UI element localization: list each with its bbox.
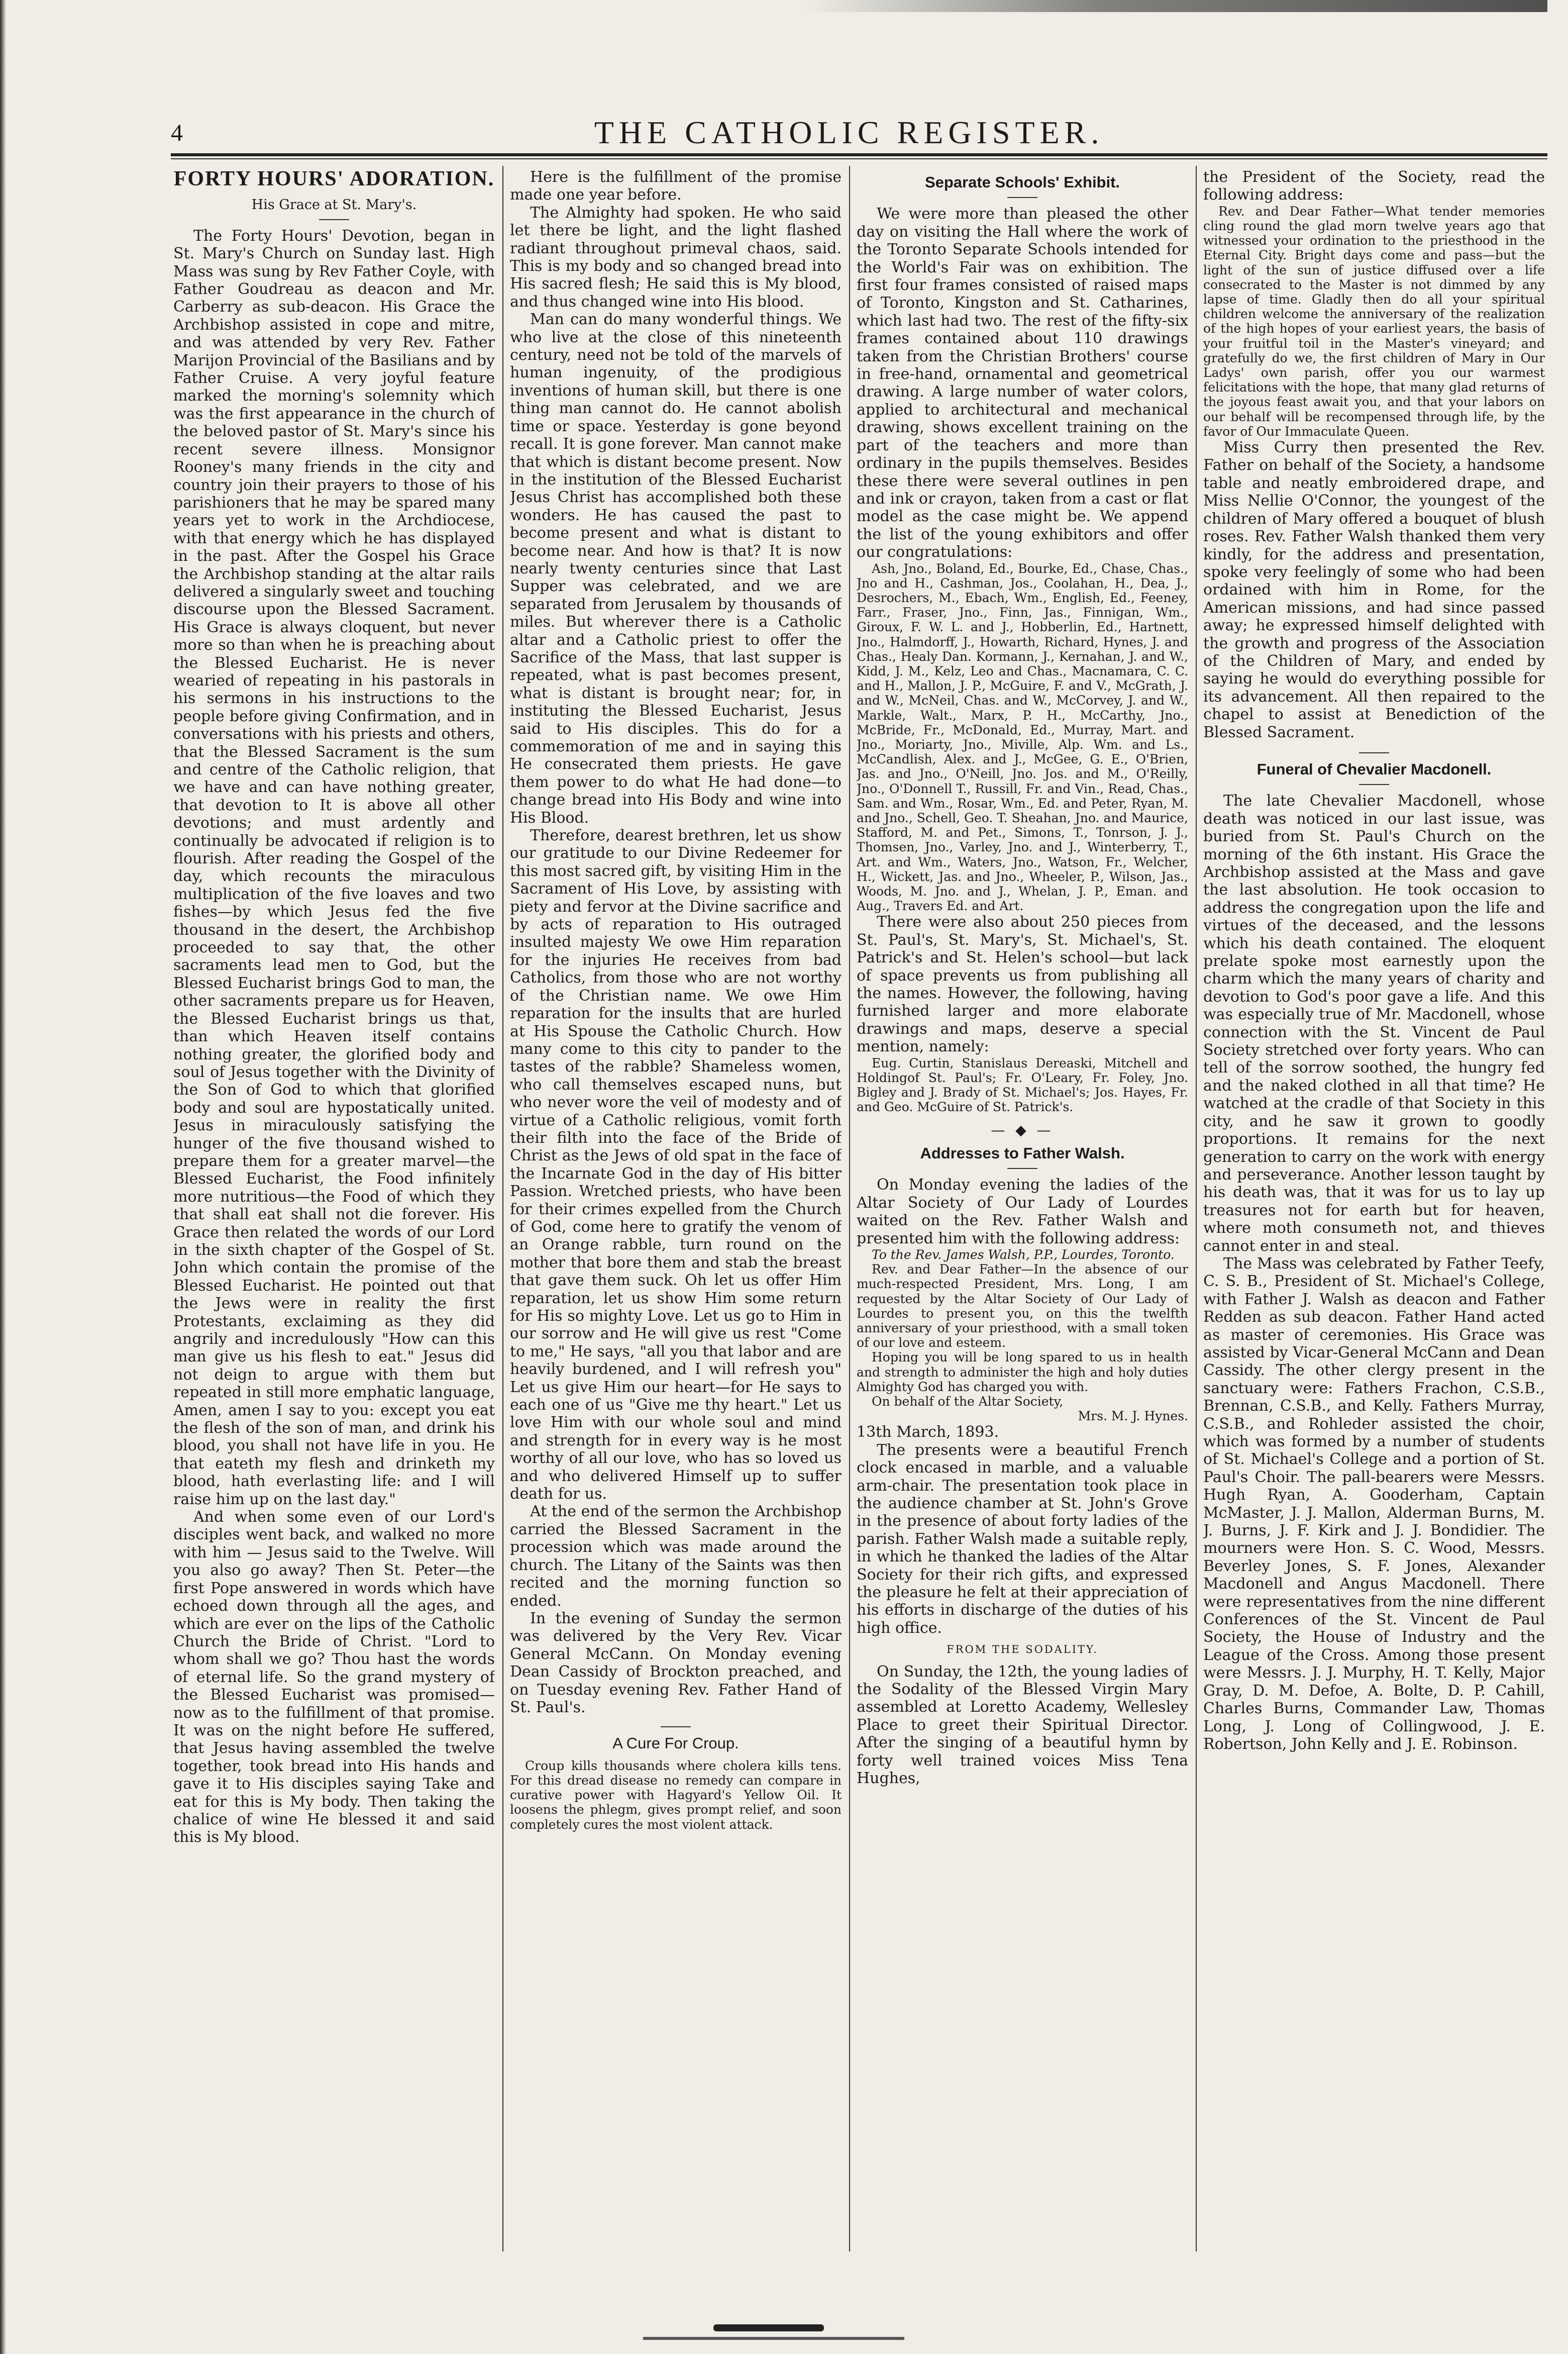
article-paragraph: In the evening of Sunday the sermon was delivered by the Very Rev. Vicar General McCann. On Monday evening Dean Cassidy of Brockton preached, and on Tuesday evening Rev. Father Hand of St. Paul's. — [510, 1609, 842, 1716]
advert-headline: A Cure For Croup. — [612, 1734, 739, 1752]
bottom-edge-smudge — [713, 2324, 824, 2331]
article-headline: FORTY HOURS' ADORATION. — [173, 168, 495, 190]
masthead — [171, 115, 1527, 151]
article-paragraph: The Mass was celebrated by Father Teefy, C. S. B., President of St. Michael's College, with Father J. Walsh as deacon and Father Redden as sub deacon. Father Hand acted as master of ceremonies. His Grace was assisted by Vicar-General McCann and Dean Cassidy. The other clergy present in the sanctuary were: Fathers Frachon, C.S.B., Brennan, C.S.B., and Kelly. Fathers Murray, C.S.B., and Rohleder assisted the choir, which was formed by a number of students of St. Michael's College and a portion of St. Paul's Choir. The pall-bearers were Messrs. Hugh Ryan, A. Gooderham, Captain McMaster, J. J. Mallon, Alderman Burns, M. J. Burns, J. F. Kirk and J. J. Bondidier. The mourners were Hon. S. C. Wood, Messrs. Beverley Jones, S. F. Jones, Alexander Macdonell and Angus Macdonell. There were representatives from the nine different Conferences of the St. Vincent de Paul Society, the House of Industry and the League of the Cross. Among those present were Messrs. J. J. Murphy, H. T. Kelly, Major Gray, D. M. Defoe, A. Bolte, D. P. Cahill, Charles Burns, Commander Law, Thomas Long, J. Long of Collingwood, J. E. Robertson, John Kelly and J. E. Robinson. — [1203, 1254, 1545, 1753]
address-salutation: To the Rev. James Walsh, P.P., Lourdes, Toronto. — [872, 1247, 1175, 1262]
article-paragraph: On Sunday, the 12th, the young ladies of the Sodality of the Blessed Virgin Mary assembled at Loretto Academy, Wellesley Place to greet their Spiritual Director. After the singing of a beautiful hymn by forty well trained voices Miss Tena Hughes, — [857, 1662, 1188, 1788]
address-closing: On behalf of the Altar Society, — [872, 1394, 1064, 1409]
masthead-rule-thin — [171, 158, 1547, 159]
page-edge-shadow — [0, 0, 6, 2354]
bottom-edge-smudge — [643, 2337, 904, 2340]
section-headline: Addresses to Father Walsh. — [920, 1144, 1125, 1162]
article-paragraph: The presents were a beautiful French clock encased in marble, and a valuable arm-chair. The presentation took place in the audience chamber at St. John's Grove in the presence of about forty ladies of the parish. Father Walsh made a suitable reply, in which he thanked the ladies of the Altar Society for their rich gifts, and expressed the pleasure he felt at their appreciation of his efforts in discharge of the duties of his high office. — [857, 1441, 1188, 1637]
address-text: Rev. and Dear Father—In the absence of our much-respected President, Mrs. Long, I am requested by the Altar Society of Our Lady of Lourdes to present you, on this the twelfth anniversary of your priesthood, with a small token of our love and esteem. — [857, 1262, 1188, 1350]
ornament-divider: — ◆ — — [991, 1122, 1054, 1139]
address-text: Hoping you will be long spared to us in health and strength to administer the high and holy duties Almighty God has charged you with. — [857, 1350, 1188, 1394]
top-edge-smudge — [804, 0, 1547, 12]
masthead-rule — [171, 153, 1547, 156]
divider — [1359, 784, 1389, 785]
advert-text: Croup kills thousands where cholera kills tens. For this dread disease no remedy can compare in curative power with Hagyard's Yellow Oil. It loosens the phlegm, gives prompt relief, and soon completely cures the most violent attack. — [510, 1758, 842, 1832]
article-paragraph: the President of the Society, read the following address: — [1203, 168, 1545, 204]
divider — [661, 1726, 691, 1727]
newspaper-title: THE CATHOLIC REGISTER. — [594, 115, 1104, 150]
column-1 — [173, 168, 495, 2249]
article-paragraph: Therefore, dearest brethren, let us show our gratitude to our Divine Redeemer for this most sacred gift, by visiting Him in the Sacrament of His Love, by assisting with piety and fervor at the Divine sacrifice and by acts of reparation to His outraged insulted majesty We owe Him reparation for the injuries He receives from bad Catholics, from those who are not worthy of the Christian name. We owe Him reparation for the insults that are hurled at His Spouse the Catholic Church. How many come to this city to pander to the tastes of the rabble? Shameless women, who call themselves escaped nuns, but who never wore the veil of modesty and of virtue of a Catholic religious, vomit forth their filth into the face of the Bride of Christ as the Jews of old spat in the face of the Incarnate God in the day of His bitter Passion. Wretched priests, who have been for their crimes expelled from the Church of God, come here to gratify the venom of an Orange rabble, turn round on the mother that bore them and stab the breast that gave them suck. Oh let us offer Him reparation, let us show Him some return for His so mighty Love. Let us go to Him in our sorrow and He will give us rest "Come to me," He says, "all you that labor and are heavily burdened, and I will refresh you" Let us give Him our heart—for He says to each one of us "Give me thy heart." Let us love Him with our whole soul and mind and strength for in every way is he most worthy of all our love, who has so loved us and who delivered Himself up to suffer death for us. — [510, 827, 842, 1503]
divider — [1359, 752, 1389, 753]
article-paragraph: On Monday evening the ladies of the Altar Society of Our Lady of Lourdes waited on the Rev. Father Walsh and presented him with the following address: — [857, 1176, 1188, 1247]
section-subhead: FROM THE SODALITY. — [947, 1643, 1098, 1656]
article-paragraph: We were more than pleased the other day on visiting the Hall where the work of the Toronto Separate Schools intended for the World's Fair was on exhibition. The first four frames consisted of raised maps of Toronto, Kingston and St. Catharines, which last had two. The rest of the fifty-six frames contained about 110 drawings taken from the Christian Brothers' course in free-hand, ornamental and geometrical drawing. A large number of water colors, applied to architectural and mechanical drawing, shows excellent training on the part of the teachers and more than ordinary in the pupils themselves. Besides these there were several outlines in pen and ink or crayon, taken from a cast or flat model as the case might be. We append the list of the young exhibitors and offer our congratulations: — [857, 205, 1188, 561]
divider — [1007, 1168, 1037, 1169]
article-paragraph: Here is the fulfillment of the promise made one year before. — [510, 168, 842, 204]
divider — [319, 219, 349, 220]
section-headline: Funeral of Chevalier Macdonell. — [1257, 760, 1492, 778]
section-headline: Separate Schools' Exhibit. — [924, 173, 1120, 191]
page-number: 4 — [171, 119, 183, 146]
address-text: Rev. and Dear Father—What tender memories cling round the glad morn twelve years ago that witnessed your ordination to the priesthood in the Eternal City. Bright days come and pass—but the light of the sun of justice diffused over a life consecrated to the Master is not dimmed by any lapse of time. Gladly then do all your spiritual children welcome the anniversary of the realization of the high hopes of your earliest years, the basis of your fruitful toil in the Master's vineyard; and gratefully do we, the first children of Mary in Our Ladys' own parish, offer you our warmest felicitations with the hope, that many glad returns of the joyous feast await you, and that your labors on our behalf will be recompensed through life, by the favor of Our Immaculate Queen. — [1203, 204, 1545, 439]
mention-list: Eug. Curtin, Stanislaus Dereaski, Mitchell and Holdingof St. Paul's; Fr. O'Leary, Fr. Foley, Jno. Bigley and J. Brady of St. Michael's; Jos. Hayes, Fr. and Geo. McGuire of St. Patrick's. — [857, 1055, 1188, 1115]
article-paragraph: The Forty Hours' Devotion, began in St. Mary's Church on Sunday last. High Mass was sung by Rev Father Coyle, with Father Goudreau as deacon and Mr. Carberry as sub-deacon. His Grace the Archbishop assisted in cope and mitre, and was attended by very Rev. Father Marijon Provincial of the Basilians and by Father Cruise. A very joyful feature marked the morning's solemnity which was the first appearance in the church of the beloved pastor of St. Mary's since his recent severe illness. Monsignor Rooney's many friends in the city and country join their prayers to those of his parishioners that he may be spared many years yet to work in the Archdiocese, with that energy which he has displayed in the past. After the Gospel his Grace the Archbishop standing at the altar rails delivered a singularly sweet and touching discourse upon the Blessed Sacrament. His Grace is always cloquent, but never more so than when he is preaching about the Blessed Eucharist. He is never wearied of repeating in his pastorals in his sermons in his instructions to the people before giving Confirmation, and in conversations with his priests and others, that the Blessed Sacrament is the sum and centre of the Catholic religion, that we have and can have nothing greater, that devotion to It is above all other devotions; and must ardently and continually be advocated if religion is to flourish. After reading the Gospel of the day, which recounts the miraculous multiplication of the five loaves and two fishes—by which Jesus fed the five thousand in the desert, the Archbishop proceeded to say that, the other sacraments lead men to God, but the Blessed Eucharist brings God to man, the other sacraments prepare us for Heaven, the Blessed Eucharist brings us that, than which Heaven itself contains nothing greater, the glorified body and soul of Jesus together with the Divinity of the Son of God to which that glorified body and soul are hypostatically united. Jesus in miraculously satisfying the hunger of the five thousand wished to prepare them for a greater marvel—the Blessed Eucharist, the Food infinitely more nutritious—the Food of which they that shall eat shall not die forever. His Grace then related the words of our Lord in the sixth chapter of the Gospel of St. John which contain the promise of the Blessed Eucharist. He pointed out that the Jews were in reality the first Protestants, exclaiming as they did angrily and incredulously "How can this man give us his flesh to eat." Jesus did not deign to argue with them but repeated in still more emphatic language, Amen, amen I say to you: except you eat the flesh of the son of man, and drink his blood, you shall not have life in you. He that eateth my flesh and drinketh my blood, hath everlasting life: and I will raise him up on the last day." — [173, 227, 495, 1508]
article-paragraph: The late Chevalier Macdonell, whose death was noticed in our last issue, was buried from St. Paul's Church on the morning of the 6th instant. His Grace the Archbishop assisted at the Mass and gave the last absolution. He took occasion to address the congregation upon the life and virtues of the deceased, and the lessons which his death contained. The eloquent prelate spoke most earnestly upon the charm which the many years of charity and devotion to God's poor gave a life. And this was especially true of Mr. Macdonell, whose connection with the St. Vincent de Paul Society stretched over forty years. Who can tell of the sorrow soothed, the hungry fed and the naked clothed in all that time? He watched at the cradle of that Society in this city, and he saw it grown to goodly proportions. It remains for the next generation to carry on the work with energy and perseverance. Another lesson taught by his death was, that it was for us to lay up treasures not for earth but for heaven, where moth consumeth not, and thieves cannot enter in and steal. — [1203, 792, 1545, 1255]
column-3 — [857, 168, 1188, 2249]
article-paragraph: The Almighty had spoken. He who said let there be light, and the light flashed radiant throughout primeval chaos, said. This is my body and so changed bread into His sacred flesh; He said this is My blood, and thus changed wine into His blood. — [510, 204, 842, 311]
article-paragraph: Man can do many wonderful things. We who live at the close of this nineteenth century, need not be told of the marvels of human ingenuity, of the prodigious inventions of human skill, but there is one thing man cannot do. He cannot abolish time or space. Yesterday is gone beyond recall. It is gone forever. Man cannot make that which is distant become present. Now in the institution of the Blessed Eucharist Jesus Christ has accomplished both these wonders. He has caused the past to become present and what is distant to become near. And how is that? It is now nearly twenty centuries since that Last Supper was celebrated, and we are separated from Jerusalem by thousands of miles. But wherever there is a Catholic altar and a Catholic priest to offer the Sacrifice of the Mass, that last supper is repeated, what is past becomes present, what is distant is brought near; for, in instituting the Blessed Eucharist, Jesus said to His disciples. This do for a commemoration of me and in saying this He consecrated them priests. He gave them power to do what He had done—to change bread into His Body and wine into His Blood. — [510, 311, 842, 827]
exhibitor-list: Ash, Jno., Boland, Ed., Bourke, Ed., Chase, Chas., Jno and H., Cashman, Jos., Coolahan, H., Dea, J., Desrochers, M., Ebach, Wm., English, Ed., Feeney, Farr., Fraser, Jno., Finn, Jas., Finnigan, Wm., Giroux, F. W. L. and J., Hobberlin, Ed., Hartnett, Jno., Halmdorff, J., Howarth, Richard, Hynes, J. and Chas., Healy Dan. Kormann, J., Kernahan, J. and W., Kidd, J. M., Kelz, Leo and Chas., Macnamara, C. C. and H., Mallon, J. P., McGuire, F. and V., McGrath, J. and W., McNeil, Chas. and W., McCorvey, J. and W., Markle, Walt., Marx, P. H., McCarthy, Jno., McBride, Fr., McDonald, Ed., Murray, Mart. and Jno., Moriarty, Jno., Miville, Alp. Wm. and Ls., McCandlish, Alex. and J., McGee, G. E., O'Brien, Jas. and Jno., O'Neill, Jno. Jos. and M., O'Reilly, Jno., O'Donnell T., Russill, Fr. and Vin., Read, Chas., Sam. and Wm., Rosar, Wm., Ed. and Peter, Ryan, M. and Jno., Schell, Geo. T. Sheahan, Jno. and Maurice, Stafford, M. and Pet., Simons, T., Tonrson, J. J., Thomsen, Jno., Varley, Jno. and J., Winterberry, T., Art. and Wm., Waters, Jno., Watson, Fr., Welcher, H., Wickett, Jas. and Jno., Wheeler, P., Wilson, Jas., Woods, M. Jno. and J., Whelan, J. P., Eman. and Aug., Travers Ed. and Art. — [857, 561, 1188, 914]
divider — [1007, 197, 1037, 198]
article-paragraph: Miss Curry then presented the Rev. Father on behalf of the Society, a handsome table and neatly embroidered drape, and Miss Nellie O'Connor, the youngest of the children of Mary offered a bouquet of blush roses. Rev. Father Walsh thanked them very kindly, for the address and presentation, spoke very feelingly of some who had been ordained with him in Rome, for the American missions, and had since passed away; he expressed himself delighted with the growth and progress of the Association of the Children of Mary, and ended by saying he would do everything possible for its advancement. All then repaired to the chapel to assist at Benediction of the Blessed Sacrament. — [1203, 439, 1545, 741]
column-2 — [510, 168, 842, 2249]
article-paragraph: And when some even of our Lord's disciples went back, and walked no more with him — Jesus said to the Twelve. Will you also go away? Then St. Peter—the first Pope answered in words which have echoed down through all the ages, and which are ever on the lips of the Catholic Church the Bride of Christ. "Lord to whom shall we go? Thou hast the words of eternal life. So the grand mystery of the Blessed Eucharist was promised—now as to the fulfillment of that promise. It was on the night before He suffered, that Jesus having assembled the twelve together, took bread into His hands and gave it to His disciples saying Take and eat for this is My body. Then taking the chalice of wine He blessed it and said this is My blood. — [173, 1508, 495, 1846]
article-paragraph: At the end of the sermon the Archbishop carried the Blessed Sacrament in the procession which was made around the church. The Litany of the Saints was then recited and the morning function so ended. — [510, 1503, 842, 1610]
article-paragraph: There were also about 250 pieces from St. Paul's, St. Mary's, St. Michael's, St. Patrick's and St. Helen's school—but lack of space prevents us from publishing all the names. However, the following, having furnished larger and more elaborate drawings and maps, deserve a special mention, namely: — [857, 913, 1188, 1056]
column-rule — [1196, 166, 1197, 2251]
article-subhead: His Grace at St. Mary's. — [251, 197, 417, 213]
column-rule — [502, 166, 503, 2251]
column-rule — [849, 166, 850, 2251]
address-signature: Mrs. M. J. Hynes. — [1078, 1409, 1188, 1424]
address-date: 13th March, 1893. — [857, 1423, 999, 1441]
column-4 — [1203, 168, 1545, 2249]
